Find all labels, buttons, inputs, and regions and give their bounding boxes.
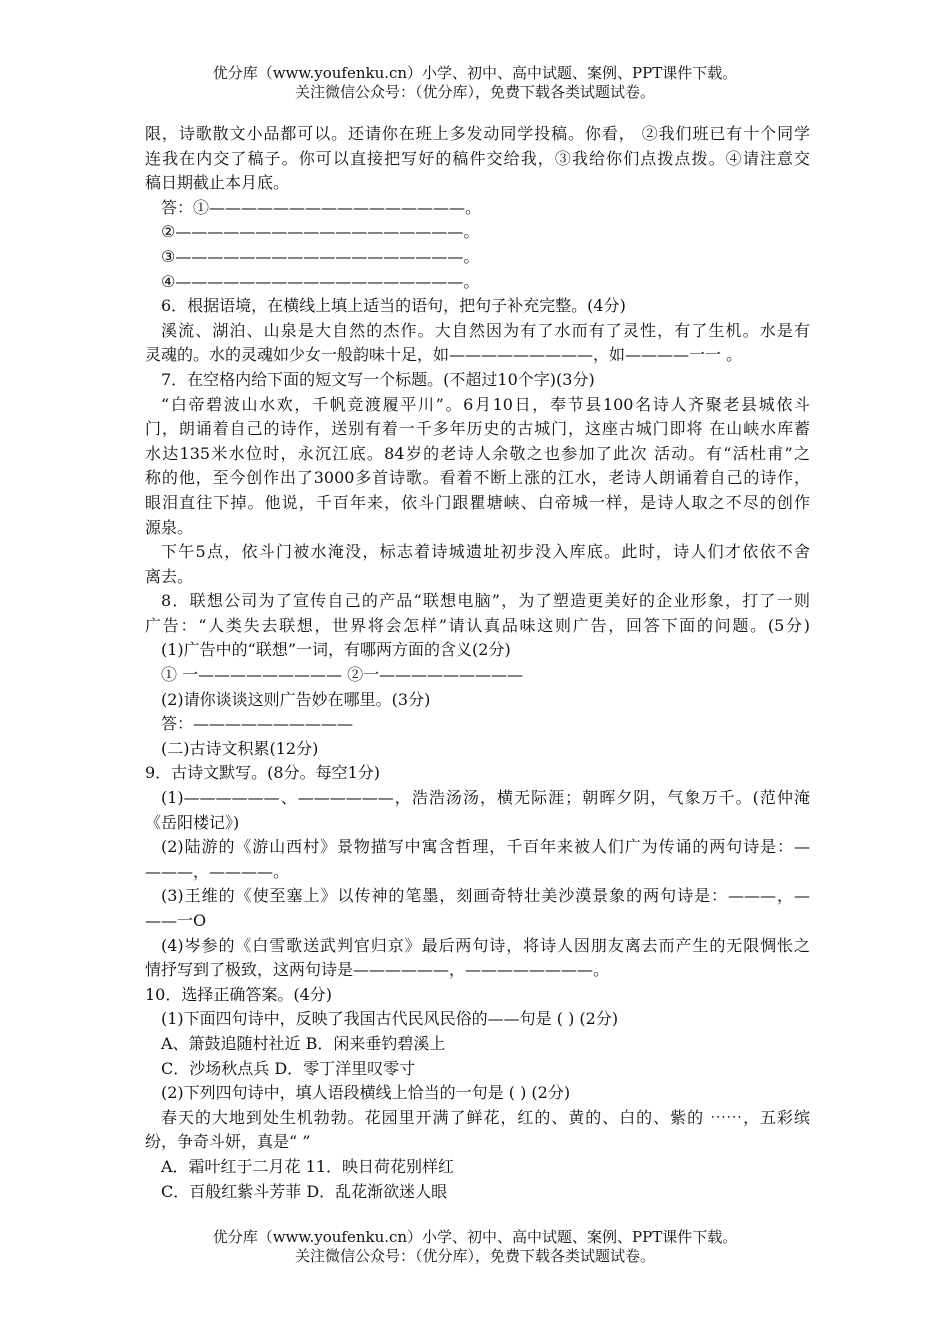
footer-line-1: 优分库（www.youfenku.cn）小学、初中、高中试题、案例、PPT课件下载。 <box>212 1228 738 1246</box>
text-line: 6．根据语境，在横线上填上适当的语句，把句子补充完整。(4分) <box>161 296 626 316</box>
text-line: C．百般红紫斗芳菲 D．乱花渐欲迷人眼 <box>161 1181 448 1201</box>
text-line: ——一O <box>145 911 207 930</box>
footer-line-2: 关注微信公众号：（优分库），免费下载各类试题试卷。 <box>294 1247 655 1265</box>
text-line: 水达135米水位时，永沉江底。84岁的老诗人余敬之也参加了此次 活动。有“活杜甫”之 <box>145 443 810 463</box>
text-line: (3)王维的《使至塞上》以传神的笔墨，刻画奇特壮美沙漠景象的两句诗是：———，— <box>161 886 810 906</box>
text-line: 春天的大地到处生机勃勃。花园里开满了鲜花，红的、黄的、白的、紫的 ⋯⋯，五彩缤 <box>161 1107 810 1127</box>
text-line: 眼泪直往下掉。他说，千百年来，依斗门跟瞿塘峡、白帝城一样，是诗人取之不尽的创作 <box>145 492 810 512</box>
text-line: 源泉。 <box>145 517 194 537</box>
text-line: 纷，争奇斗妍，真是“ ” <box>145 1132 311 1152</box>
text-line: 称的他，至今创作出了3000多首诗歌。看着不断上涨的江水，老诗人朗诵着自己的诗作， <box>145 468 810 488</box>
text-line: 10．选择正确答案。(4分) <box>145 984 333 1004</box>
text-line: ④——————————————————。 <box>161 271 480 291</box>
text-line: 广告：“人类失去联想，世界将会怎样”请认真品味这则广告，回答下面的问题。(5分) <box>145 615 810 635</box>
text-line: 门，朗诵着自己的诗作，送别有着一千多年历史的古城门，这座古城门即将 在山峡水库蓄 <box>145 419 810 439</box>
page-footer <box>0 1228 950 1266</box>
text-line: 《岳阳楼记》) <box>145 812 240 832</box>
text-line: 稿日期截止本月底。 <box>145 173 290 193</box>
text-line: “白帝碧波山水欢，千帆竞渡履平川”。6月10日，奉节县100名诗人齐聚老县城依斗 <box>161 394 810 414</box>
text-line: ① 一————————— ②一————————— <box>161 665 524 685</box>
page-header <box>0 64 950 102</box>
text-line: ②——————————————————。 <box>161 222 480 242</box>
text-line: 离去。 <box>145 566 194 586</box>
text-line: 限，诗歌散文小品都可以。还请你在班上多发动同学投稿。你看， ②我们班已有十个同学 <box>145 124 810 143</box>
text-line: 情抒写到了极致，这两句诗是——————，————————。 <box>145 960 610 980</box>
text-line: A、箫鼓追随村社近 B．闲来垂钓碧溪上 <box>161 1033 446 1053</box>
text-line: (2)陆游的《游山西村》景物描写中寓含哲理，千百年来被人们广为传诵的两句诗是：— <box>161 837 810 857</box>
text-line: 连我在内交了稿子。你可以直接把写好的稿件交给我，③我给你们点拨点拨。④请注意交 <box>145 148 810 168</box>
text-line: (2)请你谈谈这则广告妙在哪里。(3分) <box>161 689 431 709</box>
text-line: 灵魂的。水的灵魂如少女一般韵味十足，如—————————，如————一一 。 <box>145 345 743 365</box>
text-line: C．沙场秋点兵 D．零丁洋里叹零寸 <box>161 1058 416 1078</box>
text-line: A．霜叶红于二月花 11．映日荷花别样红 <box>161 1156 455 1176</box>
text-line: 9．古诗文默写。(8分。每空1分) <box>145 763 381 783</box>
document-body <box>145 122 810 1204</box>
header-line-2: 关注微信公众号：（优分库），免费下载各类试题试卷。 <box>294 83 655 101</box>
text-line: 答：—————————— <box>161 714 354 734</box>
text-line: 7．在空格内给下面的短文写一个标题。(不超过10个字)(3分) <box>161 369 595 389</box>
text-line: 下午5点，依斗门被水淹没，标志着诗城遗址初步没入库底。此时，诗人们才依依不舍 <box>161 542 810 562</box>
text-line: ③——————————————————。 <box>161 246 480 266</box>
text-line: (2)下列四句诗中，填人语段横线上恰当的一句是 ( ) (2分) <box>161 1083 571 1103</box>
header-line-1: 优分库（www.youfenku.cn）小学、初中、高中试题、案例、PPT课件下载。 <box>212 64 738 82</box>
text-line: (1)下面四句诗中，反映了我国古代民风民俗的——句是 ( ) (2分) <box>161 1009 619 1029</box>
text-line: (1)广告中的“联想”一词，有哪两方面的含义(2分) <box>161 640 511 660</box>
text-line: (4)岑参的《白雪歌送武判官归京》最后两句诗，将诗人因朋友离去而产生的无限惆怅之 <box>161 935 810 955</box>
text-line: (二)古诗文积累(12分) <box>161 738 319 758</box>
text-line: 答：①————————————————。 <box>161 197 482 217</box>
text-line: 8．联想公司为了宣传自己的产品“联想电脑”，为了塑造更美好的企业形象，打了一则 <box>161 591 810 611</box>
text-line: 溪流、湖泊、山泉是大自然的杰作。大自然因为有了水而有了灵性，有了生机。水是有 <box>161 320 810 340</box>
text-line: ———，————。 <box>145 861 290 881</box>
text-line: (1)——————、——————，浩浩汤汤，横无际涯；朝晖夕阴，气象万千。(范仲淹 <box>161 788 810 808</box>
